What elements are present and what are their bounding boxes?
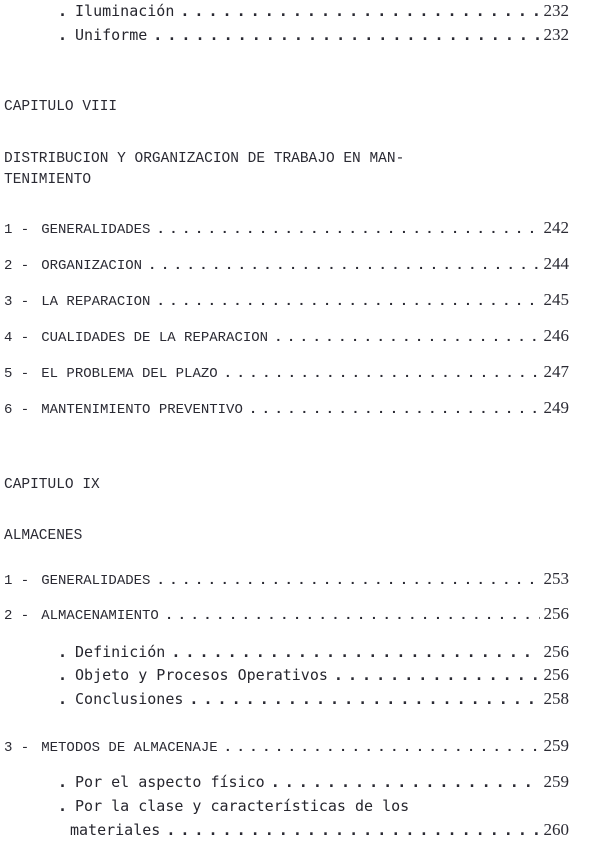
toc-entry xyxy=(4,605,569,625)
entry-number: 1 - xyxy=(4,573,30,589)
toc-sub-entry: . Conclusiones . . . 258 xyxy=(58,690,569,708)
entry-number: 6 - xyxy=(4,402,30,418)
entry-number: 1 - xyxy=(4,222,30,238)
page-number: 249 xyxy=(543,398,569,417)
dot-leader xyxy=(156,293,539,311)
entry-label: Por la clase y características de los xyxy=(75,797,410,815)
page-number: 259 xyxy=(543,772,569,791)
dot-leader xyxy=(156,221,539,239)
entry-label: GENERALIDADES xyxy=(41,222,151,238)
dot-leader xyxy=(148,257,539,275)
page-number: 256 xyxy=(543,642,569,661)
entry-label: Definición xyxy=(75,643,166,661)
toc-entry xyxy=(4,570,569,590)
toc-entry xyxy=(4,327,569,347)
dot-leader xyxy=(166,821,539,839)
page-number: 232 xyxy=(543,1,569,20)
entry-label: GENERALIDADES xyxy=(41,573,151,589)
entry-number: 5 - xyxy=(4,366,30,382)
toc-entry xyxy=(4,219,569,239)
toc-entry xyxy=(4,363,569,383)
chapter-subtitle: TENIMIENTO xyxy=(4,172,92,188)
entry-number: 2 - xyxy=(4,608,30,624)
dot-leader xyxy=(153,26,539,44)
toc-entry xyxy=(4,291,569,311)
dot-leader xyxy=(224,365,540,383)
dot-leader xyxy=(180,2,539,20)
toc-entry xyxy=(4,255,569,275)
page-number: 232 xyxy=(543,25,569,44)
toc-sub-entry: . Iluminación . . . 232 xyxy=(58,2,569,20)
page-number: 242 xyxy=(543,218,569,237)
entry-label: METODOS DE ALMACENAJE xyxy=(41,740,218,756)
page-number: 247 xyxy=(543,362,569,381)
toc-entry xyxy=(4,399,569,419)
toc-sub-entry-first-line: . Por la clase y características de los xyxy=(58,797,410,815)
page-number: 260 xyxy=(543,820,569,839)
entry-label: Conclusiones xyxy=(75,690,184,708)
toc-sub-entry: . Por el aspecto físico . . . 259 xyxy=(58,773,569,791)
toc-sub-entry: . Objeto y Procesos Operativos . . . 256 xyxy=(58,666,569,684)
entry-number: 3 - xyxy=(4,740,30,756)
toc-sub-entry xyxy=(70,821,569,839)
page-number: 258 xyxy=(543,689,569,708)
dot-leader xyxy=(274,329,539,347)
toc-entry xyxy=(4,737,569,757)
entry-label: ORGANIZACION xyxy=(41,258,143,274)
dot-leader xyxy=(165,607,540,625)
dot-leader xyxy=(334,666,540,684)
entry-number: 4 - xyxy=(4,330,30,346)
page-number: 256 xyxy=(543,604,569,623)
entry-label: Por el aspecto físico xyxy=(75,773,265,791)
toc-sub-entry: . Uniforme . . . 232 xyxy=(58,26,569,44)
entry-label: materiales xyxy=(70,821,161,839)
page-number: 259 xyxy=(543,736,569,755)
dot-leader xyxy=(189,690,539,708)
entry-label: Uniforme xyxy=(75,26,148,44)
chapter-title: CAPITULO VIII xyxy=(4,99,118,115)
chapter-subtitle: DISTRIBUCION Y ORGANIZACION DE TRABAJO EN MAN- xyxy=(4,151,405,167)
dot-leader xyxy=(271,773,540,791)
entry-label: Objeto y Procesos Operativos xyxy=(75,666,328,684)
dot-leader xyxy=(156,572,539,590)
toc-sub-entry: . Definición . . . 256 xyxy=(58,643,569,661)
page-number: 256 xyxy=(543,665,569,684)
chapter-subtitle: ALMACENES xyxy=(4,528,83,544)
page-number: 246 xyxy=(543,326,569,345)
dot-leader xyxy=(171,643,539,661)
entry-label: Iluminación xyxy=(75,2,175,20)
page-number: 253 xyxy=(543,569,569,588)
entry-label: MANTENIMIENTO PREVENTIVO xyxy=(41,402,243,418)
dot-leader xyxy=(224,739,540,757)
entry-label: ALMACENAMIENTO xyxy=(41,608,159,624)
entry-label: LA REPARACION xyxy=(41,294,151,310)
entry-number: 2 - xyxy=(4,258,30,274)
entry-label: CUALIDADES DE LA REPARACION xyxy=(41,330,269,346)
chapter-title: CAPITULO IX xyxy=(4,477,100,493)
page-number: 245 xyxy=(543,290,569,309)
entry-number: 3 - xyxy=(4,294,30,310)
entry-label: EL PROBLEMA DEL PLAZO xyxy=(41,366,218,382)
dot-leader xyxy=(249,401,540,419)
page-number: 244 xyxy=(543,254,569,273)
